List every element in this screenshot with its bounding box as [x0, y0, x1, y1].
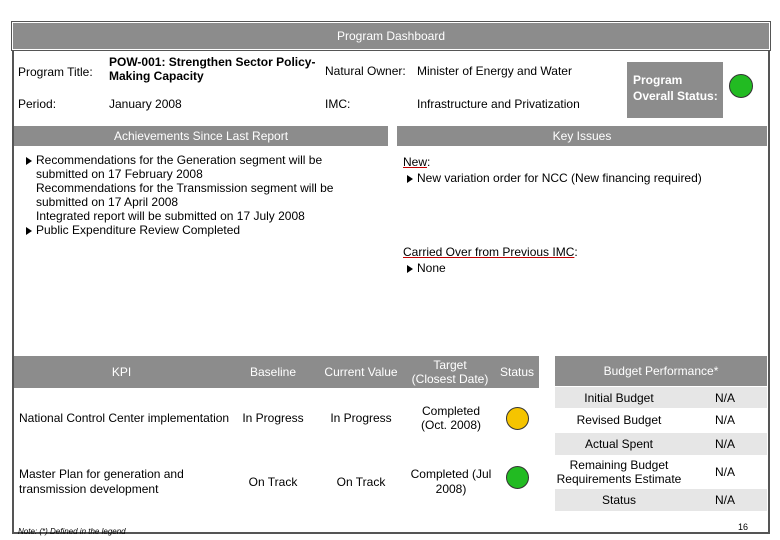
kpi-row-2-target-line2: 2008)	[435, 482, 467, 496]
budget-row-initial-label: Initial Budget	[584, 390, 654, 405]
carried-issues-label[interactable]: Carried Over from Previous IMC	[403, 245, 575, 259]
new-issues-label[interactable]: New	[403, 155, 428, 169]
target-col-header	[405, 356, 495, 388]
achievement-text: Recommendations for the Generation segment will be	[36, 153, 323, 167]
status-col-header: Status	[499, 365, 535, 379]
period-value: January 2008	[109, 97, 182, 111]
program-title-label: Program Title:	[18, 65, 93, 79]
overall-status-label	[633, 72, 718, 104]
achievement-item	[26, 223, 386, 237]
kpi-col-header: KPI	[111, 365, 132, 379]
target-col-header-line1: Target	[433, 358, 467, 372]
key-issues-header: Key Issues	[397, 126, 767, 146]
overall-status-indicator	[729, 74, 753, 98]
budget-header: Budget Performance*	[555, 356, 767, 386]
dashboard-title: Program Dashboard	[12, 22, 770, 50]
achievement-item	[26, 153, 386, 167]
budget-row-actual	[555, 433, 767, 455]
current-col-header: Current Value	[324, 365, 398, 379]
budget-row-revised-label: Revised Budget	[576, 413, 662, 427]
budget-row-initial	[555, 387, 767, 408]
new-issues-list	[403, 171, 763, 185]
achievements-header: Achievements Since Last Report	[14, 126, 388, 146]
bullet-arrow-icon	[26, 157, 32, 165]
budget-row-actual-value: N/A	[714, 437, 735, 451]
kpi-row-2-target	[405, 465, 497, 499]
kpi-row-2-status-indicator	[506, 466, 529, 489]
kpi-row-1-baseline: In Progress	[242, 411, 304, 425]
target-col-header-line2: (Closest Date)	[411, 372, 489, 386]
achievement-item	[26, 181, 386, 195]
budget-row-remaining-label	[555, 456, 683, 488]
kpi-row-1-current: In Progress	[330, 411, 392, 425]
budget-row-revised	[555, 409, 767, 431]
kpi-row-2-baseline: On Track	[248, 475, 298, 489]
kpi-row-1-target-line1: Completed	[421, 404, 481, 418]
program-title-value	[109, 55, 315, 83]
kpi-row-1-name: National Control Center implementation	[19, 411, 230, 425]
issue-text: None	[417, 261, 446, 275]
budget-row-remaining	[555, 456, 767, 488]
kpi-row-2-target-line1: Completed (Jul	[410, 467, 492, 481]
budget-row-revised-value: N/A	[714, 413, 735, 427]
achievement-item	[26, 195, 386, 209]
issue-item	[403, 261, 763, 275]
program-title-line1: POW-001: Strengthen Sector Policy-	[109, 55, 316, 69]
issue-text: New variation order for NCC (New financing required)	[417, 171, 702, 185]
kpi-row-2-current: On Track	[336, 475, 386, 489]
overall-status-box	[627, 62, 723, 118]
kpi-row-2-name-line1: Master Plan for generation and	[19, 467, 184, 481]
achievement-text: Recommendations for the Transmission segment will be	[36, 181, 334, 195]
kpi-row-1-status-indicator	[506, 407, 529, 430]
achievement-text: submitted on 17 February 2008	[36, 167, 203, 181]
budget-row-remaining-label-line2: Requirements Estimate	[556, 472, 682, 486]
kpi-header-bar	[14, 356, 539, 388]
budget-row-remaining-value: N/A	[714, 465, 735, 479]
footer-note: Note: (*) Defined in the legend	[18, 527, 126, 536]
overall-status-label-line2: Overall Status:	[633, 89, 718, 103]
imc-value: Infrastructure and Privatization	[417, 97, 580, 111]
bullet-arrow-icon	[407, 175, 413, 183]
kpi-row-1-target	[405, 402, 497, 434]
achievement-item	[26, 209, 386, 223]
bullet-arrow-icon	[407, 265, 413, 273]
achievement-text: submitted on 17 April 2008	[36, 195, 179, 209]
budget-row-initial-value: N/A	[714, 390, 735, 405]
owner-label: Natural Owner:	[325, 64, 406, 78]
baseline-col-header: Baseline	[249, 365, 297, 379]
budget-row-status	[555, 489, 767, 511]
kpi-row-1-target-line2: (Oct. 2008)	[420, 418, 482, 432]
budget-row-remaining-label-line1: Remaining Budget	[569, 458, 669, 472]
page-number: 16	[738, 522, 749, 532]
key-issues-content: New: New variation order for NCC (New financing required) Carried Over from Previous IMC: None	[403, 153, 763, 275]
kpi-row-2-name	[19, 467, 184, 497]
imc-label: IMC:	[325, 97, 351, 111]
carried-issues-list	[403, 261, 763, 275]
achievements-list	[26, 153, 386, 237]
budget-row-status-value: N/A	[714, 493, 735, 507]
issue-item	[403, 171, 763, 185]
achievement-item	[26, 167, 386, 181]
budget-row-actual-label: Actual Spent	[584, 437, 654, 451]
bullet-arrow-icon	[26, 227, 32, 235]
owner-value: Minister of Energy and Water	[417, 64, 572, 78]
period-label: Period:	[18, 97, 57, 111]
program-title-line2: Making Capacity	[109, 69, 204, 83]
kpi-row-2-name-line2: transmission development	[19, 482, 159, 496]
achievement-text: Public Expenditure Review Completed	[36, 223, 241, 237]
overall-status-label-line1: Program	[633, 73, 683, 87]
achievement-text: Integrated report will be submitted on 17 July 2008	[36, 209, 305, 223]
budget-row-status-label: Status	[601, 493, 637, 507]
